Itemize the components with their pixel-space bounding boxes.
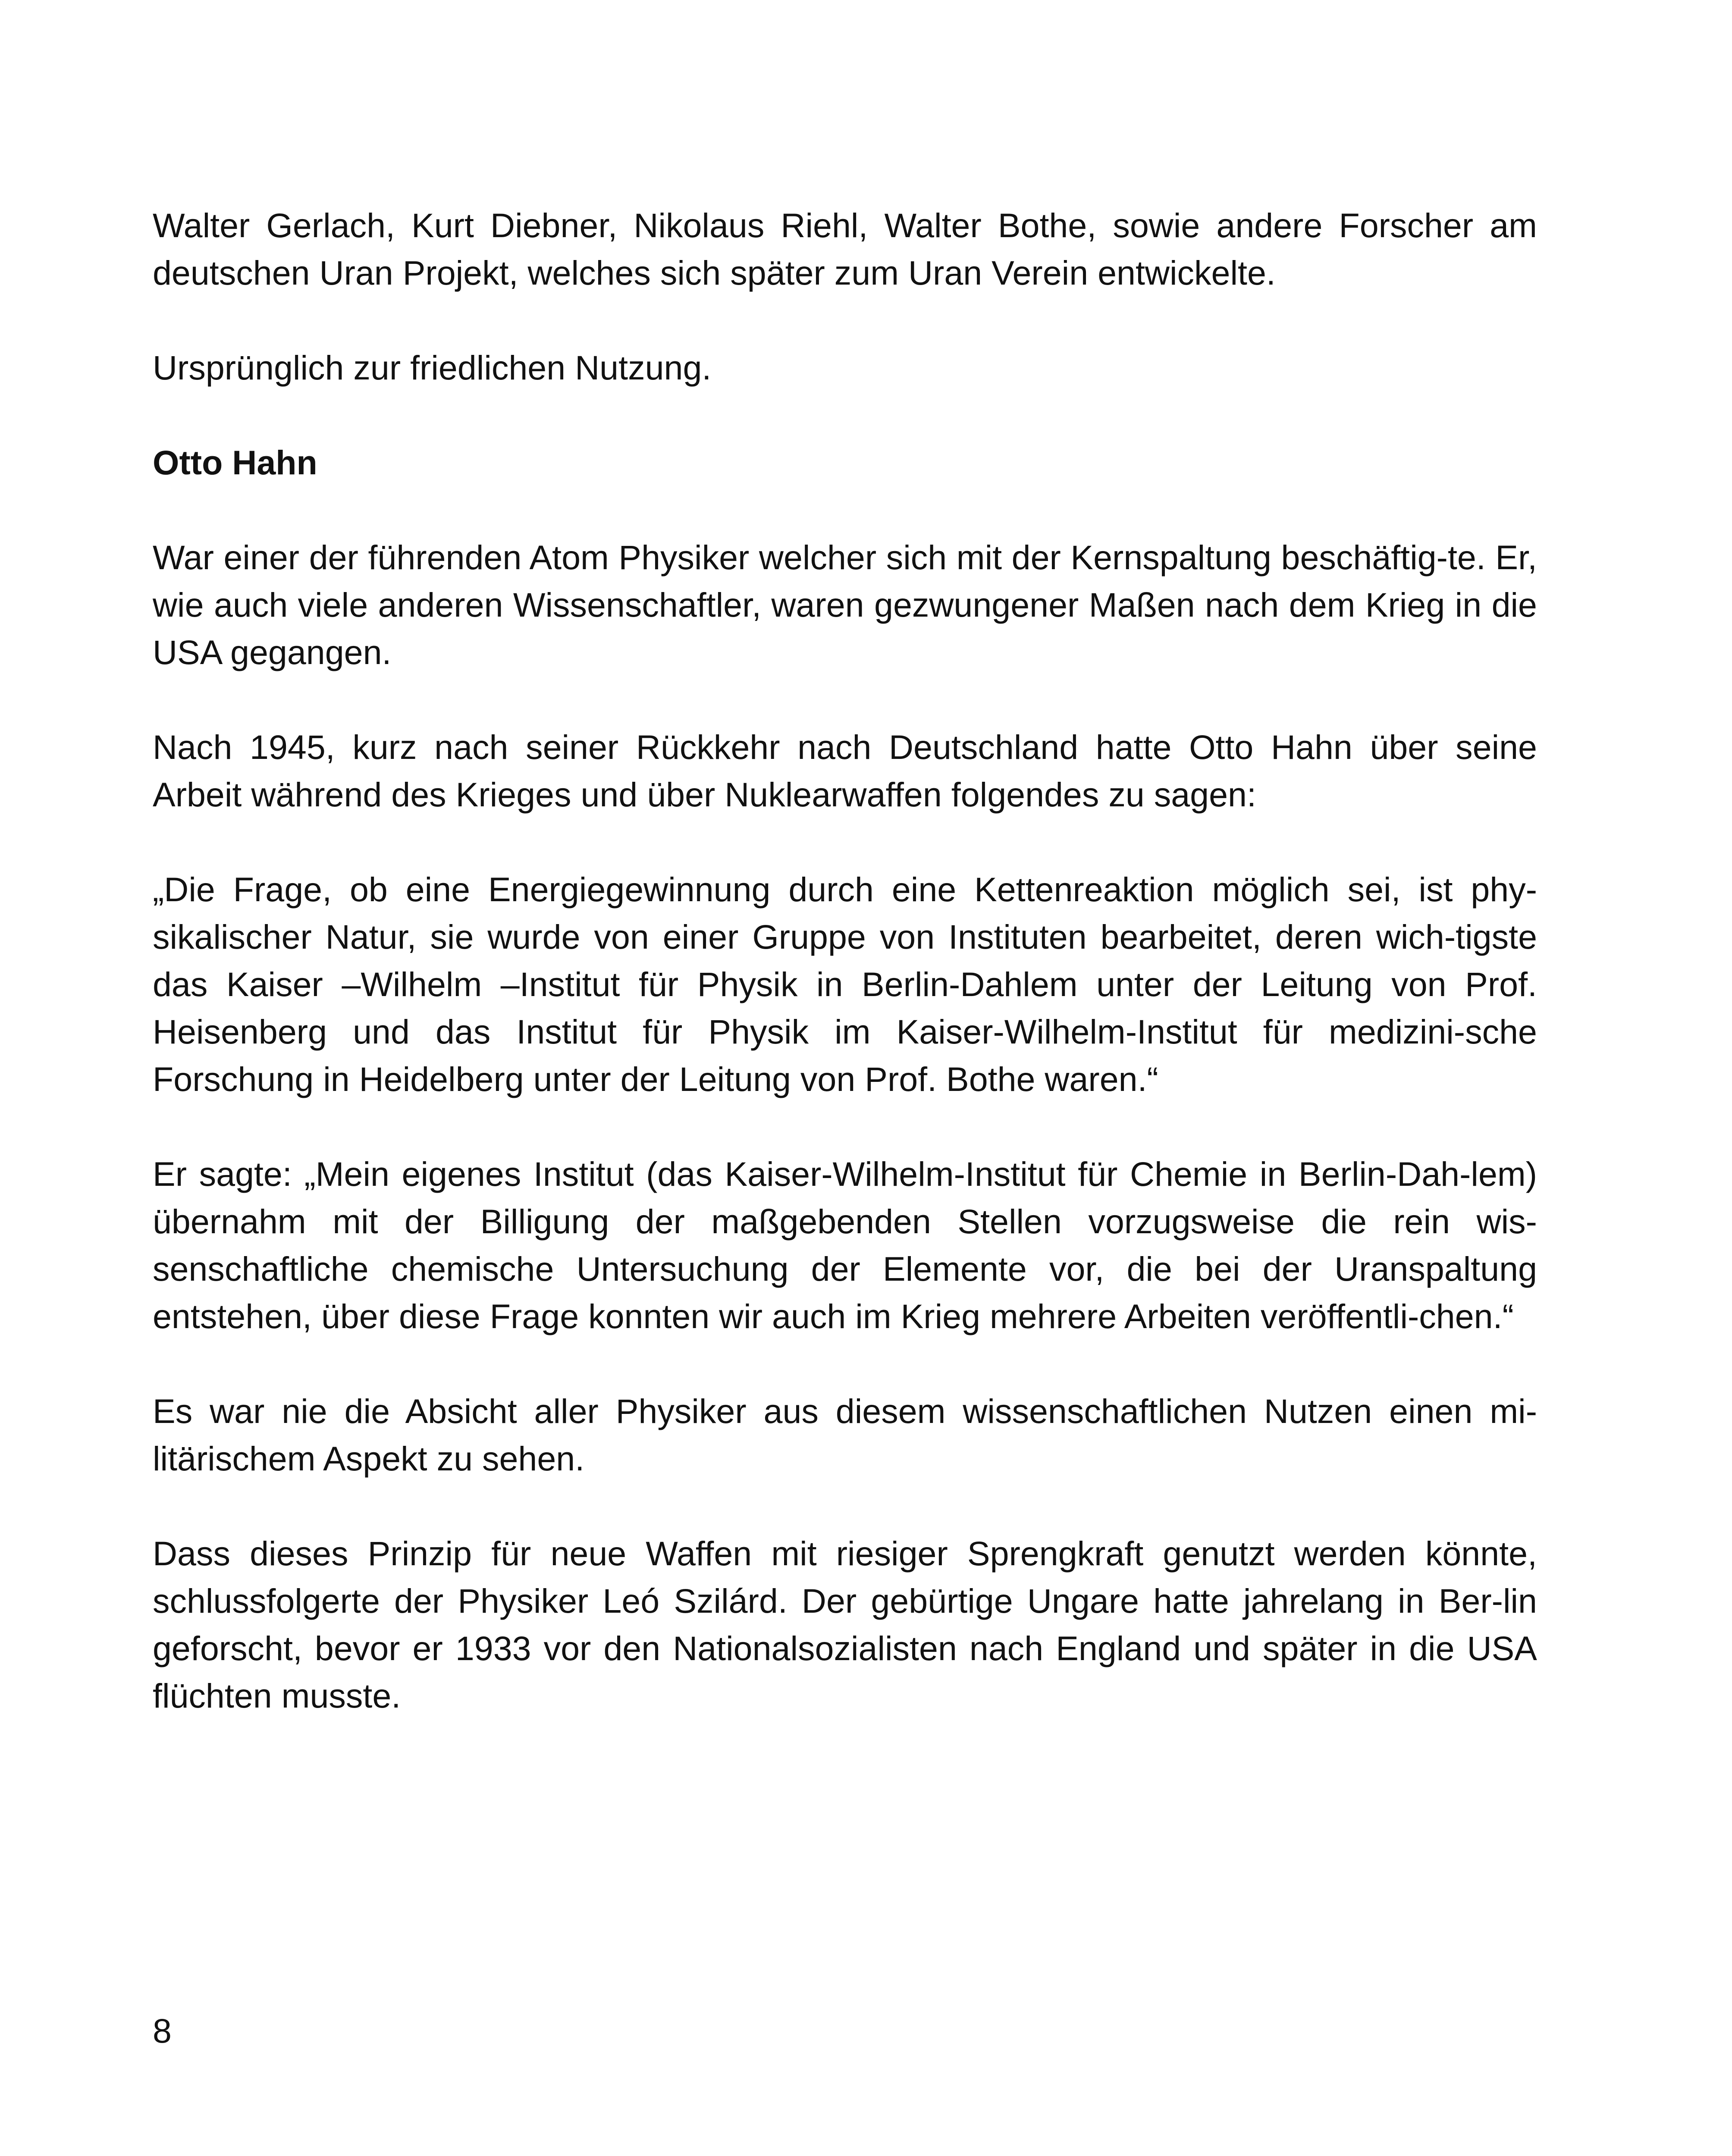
paragraph-peaceful-use: Ursprünglich zur friedlichen Nutzung. xyxy=(153,348,712,387)
quote-own-institute: Er sagte: „Mein eigenes Institut (das Kaiser-Wilhelm-Institut für Chemie in Berlin-Dah-lem) übernahm mit der Billigung der maßgebenden Stellen vorzugsweise die rein wis-senschaftliche chemische Untersuchung der Elemente vor, die bei der Uranspaltung entstehen, über diese Frage konnten wir auch im Krieg mehrere Arbeiten veröffentli-chen.“ xyxy=(153,1155,1537,1335)
paragraph-researchers: Walter Gerlach, Kurt Diebner, Nikolaus Riehl, Walter Bothe, sowie andere Forscher am deutschen Uran Projekt, welches sich später zum Uran Verein entwickelte. xyxy=(153,206,1537,292)
page-body xyxy=(153,202,1537,1720)
paragraph-after-1945: Nach 1945, kurz nach seiner Rückkehr nach Deutschland hatte Otto Hahn über seine Arbeit während des Krieges und über Nuklearwaffen folgendes zu sagen: xyxy=(153,728,1537,814)
paragraph-otto-hahn-intro: War einer der führenden Atom Physiker welcher sich mit der Kernspaltung beschäftig-te. Er, wie auch viele anderen Wissenschaftler, waren gezwungener Maßen nach dem Krieg in die USA gegangen. xyxy=(153,538,1537,671)
paragraph-szilard: Dass dieses Prinzip für neue Waffen mit riesiger Sprengkraft genutzt werden könnte, schlussfolgerte der Physiker Leó Szilárd. Der gebürtige Ungare hatte jahrelang in Ber-lin geforscht, bevor er 1933 vor den Nationalsozialisten nach England und später in die USA flüchten musste. xyxy=(153,1534,1537,1715)
quote-energy-question: „Die Frage, ob eine Energiegewinnung durch eine Kettenreaktion möglich sei, ist phy-sikalischer Natur, sie wurde von einer Gruppe von Instituten bearbeitet, deren wich-tigste das Kaiser –Wilhelm –Institut für Physik in Berlin-Dahlem unter der Leitung von Prof. Heisenberg und das Institut für Physik im Kaiser-Wilhelm-Institut für medizini-sche Forschung in Heidelberg unter der Leitung von Prof. Bothe waren.“ xyxy=(153,870,1537,1098)
section-heading-otto-hahn: Otto Hahn xyxy=(153,443,317,482)
paragraph-military-intent: Es war nie die Absicht aller Physiker aus diesem wissenschaftlichen Nutzen einen mi-litärischem Aspekt zu sehen. xyxy=(153,1392,1537,1478)
page-number: 8 xyxy=(153,2012,172,2050)
